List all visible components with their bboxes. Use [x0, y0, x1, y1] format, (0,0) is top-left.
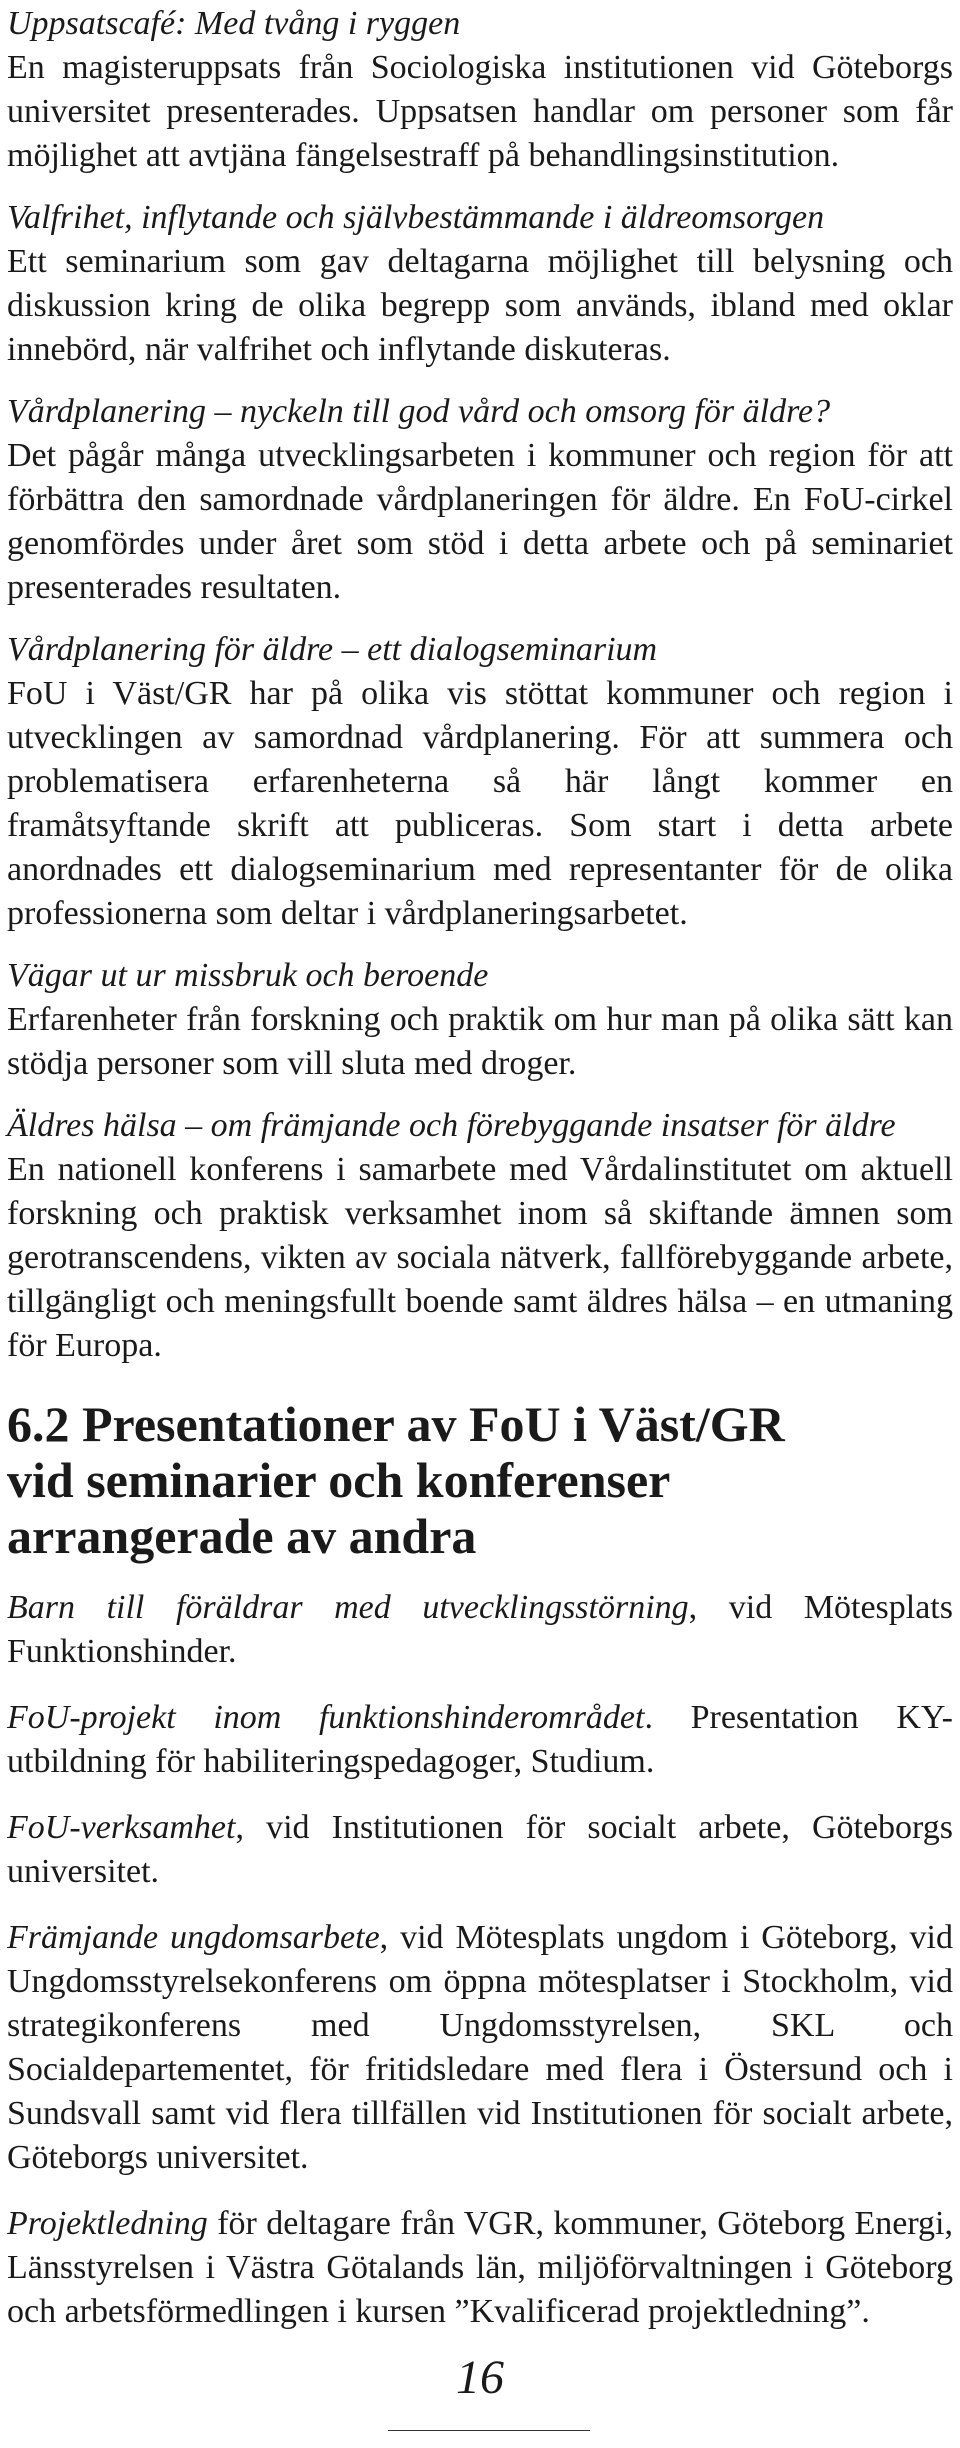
presentation-item: [7, 1586, 953, 1674]
section-title: Uppsatscafé: Med tvång i ryggen: [7, 5, 461, 42]
section-title: Vägar ut ur missbruk och beroende: [7, 957, 489, 994]
presentation-text: , vid Mötesplats ungdom i Göteborg, vid Ungdomsstyrelsekonferens om öppna mötesplatser i Stockholm, vid strategikonferens med Ungdomsstyrelsen, SKL och Socialdepartementet, för fritidsledare med flera i Östersund och i Sundsvall samt vid flera tillfällen vid Institutionen för socialt arbete, Göteborgs universitet.: [7, 1919, 953, 2176]
presentation-title: Projektledning: [7, 2205, 208, 2242]
heading-line: arrangerade av andra: [7, 1508, 477, 1564]
presentation-item: [7, 1916, 953, 2180]
presentation-title: FoU-verksamhet: [7, 1809, 236, 1846]
chapter-heading: [7, 1396, 953, 1564]
heading-line: vid seminarier och konferenser: [7, 1452, 671, 1508]
presentation-text: för deltagare från VGR, kommuner, Göteborg Energi, Länsstyrelsen i Västra Götalands län, miljöförvaltningen i Göteborg och arbetsförmedlingen i kursen ”Kvalificerad projektledning”.: [7, 2205, 953, 2330]
footer-divider: [388, 2430, 590, 2431]
heading-line: 6.2 Presentationer av FoU i Väst/GR: [7, 1396, 785, 1452]
section-text: Det pågår många utvecklingsarbeten i kommuner och region för att förbättra den samordnade vårdplaneringen för äldre. En FoU-cirkel genomfördes under året som stöd i detta arbete och på seminariet presenterades resultaten.: [7, 437, 953, 606]
presentation-item: [7, 2202, 953, 2334]
section-vardplanering-dialog: [7, 628, 953, 936]
section-aldres-halsa: [7, 1104, 953, 1368]
section-text: En magisteruppsats från Sociologiska institutionen vid Göteborgs universitet presenterades. Uppsatsen handlar om personer som får möjlighet att avtjäna fängelsestraff på behandlingsinstitution.: [7, 49, 953, 174]
section-title: Valfrihet, inflytande och självbestämmande i äldreomsorgen: [7, 199, 825, 236]
section-text: En nationell konferens i samarbete med Vårdalinstitutet om aktuell forskning och praktisk verksamhet inom så skiftande ämnen som gerotranscendens, vikten av sociala nätverk, fallförebyggande arbete, tillgängligt och meningsfullt boende samt äldres hälsa – en utmaning för Europa.: [7, 1151, 953, 1364]
page-footer: [0, 2350, 960, 2406]
section-vardplanering-nyckeln: [7, 390, 953, 610]
section-text: FoU i Väst/GR har på olika vis stöttat kommuner och region i utvecklingen av samordnad vårdplanering. För att summera och problematisera erfarenheterna så här långt kommer en framåtsyftande skrift att publiceras. Som start i detta arbete anordnades ett dialogseminarium med representanter för de olika professionerna som deltar i vårdplaneringsarbetet.: [7, 675, 953, 932]
section-uppsatscafe: [7, 2, 953, 178]
section-title: Äldres hälsa – om främjande och förebyggande insatser för äldre: [7, 1107, 896, 1144]
presentation-item: [7, 1806, 953, 1894]
presentation-text: . Presentation KY-utbildning för habiliteringspedagoger, Studium.: [7, 1699, 953, 1780]
section-title: Vårdplanering – nyckeln till god vård och omsorg för äldre?: [7, 393, 831, 430]
section-vagar-ut: [7, 954, 953, 1086]
presentation-title: FoU-projekt inom funktionshinderområdet: [7, 1699, 645, 1736]
section-text: Ett seminarium som gav deltagarna möjlighet till belysning och diskussion kring de olika begrepp som används, ibland med oklar innebörd, när valfrihet och inflytande diskuteras.: [7, 243, 953, 368]
presentation-text: , vid Institutionen för socialt arbete, Göteborgs universitet.: [7, 1809, 953, 1890]
page-number: 16: [456, 2351, 504, 2404]
section-valfrihet: [7, 196, 953, 372]
section-text: Erfarenheter från forskning och praktik om hur man på olika sätt kan stödja personer som vill sluta med droger.: [7, 1001, 953, 1082]
presentation-title: Främjande ungdomsarbete: [7, 1919, 380, 1956]
section-title: Vårdplanering för äldre – ett dialogseminarium: [7, 631, 658, 668]
presentation-item: [7, 1696, 953, 1784]
document-page: [7, 2, 953, 2356]
presentation-title: Barn till föräldrar med utvecklingsstörning: [7, 1589, 689, 1626]
presentation-text: , vid Mötesplats Funktionshinder.: [7, 1589, 953, 1670]
